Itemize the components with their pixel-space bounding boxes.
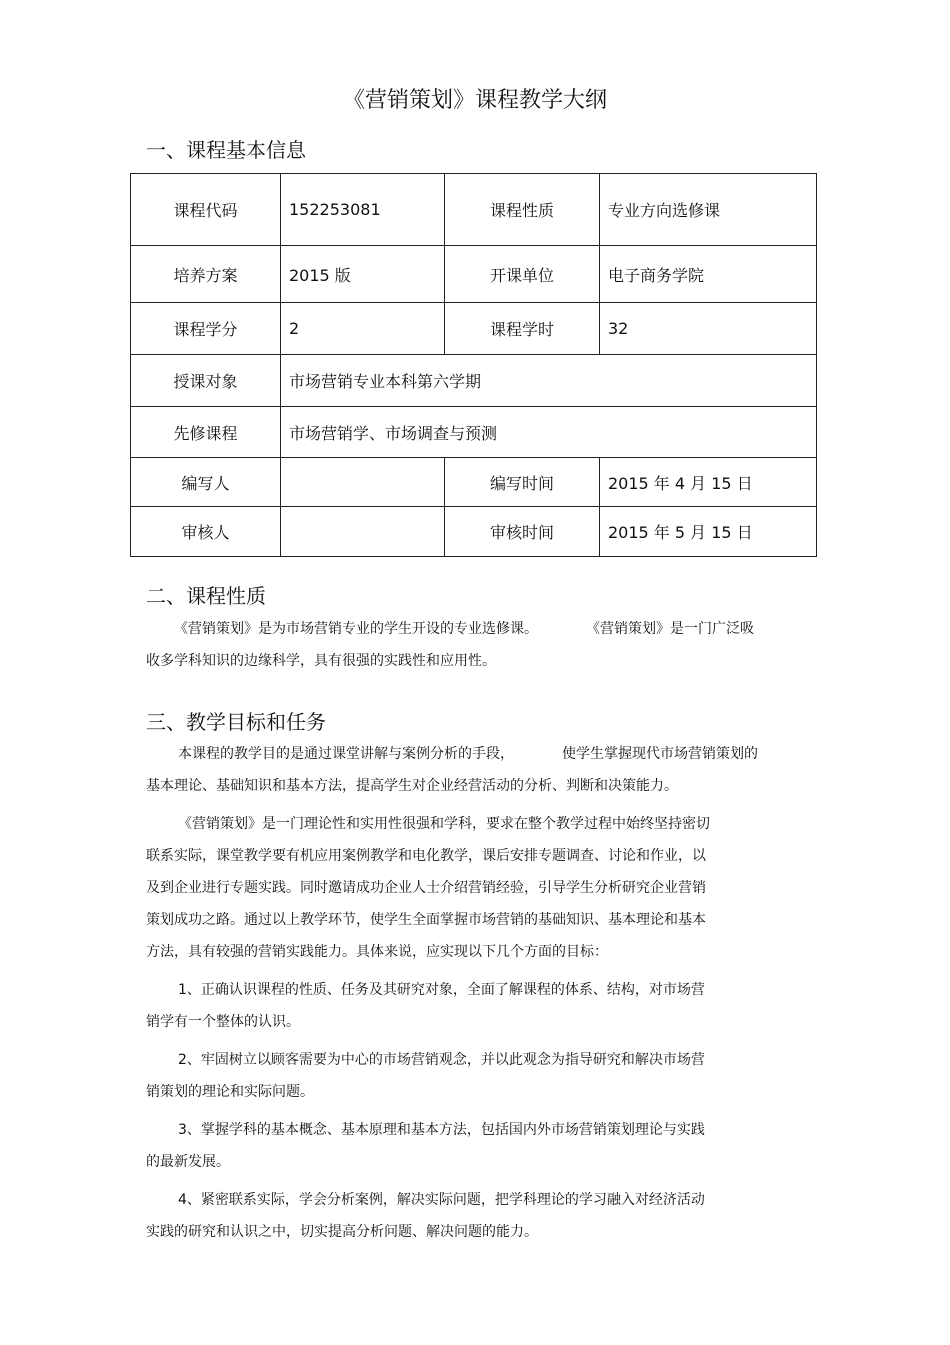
table-row — [131, 174, 817, 246]
plan-value: 2015 版 — [281, 246, 445, 303]
dept-value: 电子商务学院 — [600, 246, 817, 303]
audience-label: 授课对象 — [131, 355, 281, 407]
goal-item-2-cont: 销策划的理论和实际问题。 — [146, 1084, 314, 1100]
plan-label: 培养方案 — [131, 246, 281, 303]
page-title: 《营销策划》课程教学大纲 — [342, 88, 607, 113]
review-time-label: 审核时间 — [445, 507, 600, 557]
course-nature-paragraph — [146, 613, 806, 677]
table-row — [131, 507, 817, 557]
goals-text-line: 策划成功之路。通过以上教学环节，使学生全面掌握市场营销的基础知识、基本理论和基本 — [146, 912, 706, 928]
dept-label: 开课单位 — [445, 246, 600, 303]
nature-text-line: 《营销策划》是一门广泛吸 — [586, 621, 754, 637]
prereq-value: 市场营销学、市场调查与预测 — [281, 407, 817, 458]
course-nature-value: 专业方向选修课 — [600, 174, 817, 246]
table-row — [131, 458, 817, 507]
goal-item-2: 2、牢固树立以顾客需要为中心的市场营销观念，并以此观念为指导研究和解决市场营 — [178, 1052, 705, 1068]
table-row — [131, 246, 817, 303]
goals-text-line: 及到企业进行专题实践。同时邀请成功企业人士介绍营销经验，引导学生分析研究企业营销 — [146, 880, 706, 896]
goals-text-line: 联系实际，课堂教学要有机应用案例教学和电化教学，课后安排专题调查、讨论和作业，以 — [146, 848, 706, 864]
write-time-value: 2015 年 4 月 15 日 — [600, 458, 817, 507]
credit-value: 2 — [281, 303, 445, 355]
goal-item-1: 1、正确认识课程的性质、任务及其研究对象，全面了解课程的体系、结构，对市场营 — [178, 982, 705, 998]
reviewer-label: 审核人 — [131, 507, 281, 557]
table-row — [131, 407, 817, 458]
writer-value — [281, 458, 445, 507]
prereq-label: 先修课程 — [131, 407, 281, 458]
goal-item-4: 4、紧密联系实际，学会分析案例，解决实际问题，把学科理论的学习融入对经济活动 — [178, 1192, 705, 1208]
goal-item-4-cont: 实践的研究和认识之中，切实提高分析问题、解决问题的能力。 — [146, 1224, 538, 1240]
write-time-label: 编写时间 — [445, 458, 600, 507]
goals-text-line: 方法，具有较强的营销实践能力。具体来说，应实现以下几个方面的目标： — [146, 944, 608, 960]
course-code-label: 课程代码 — [131, 174, 281, 246]
audience-value: 市场营销专业本科第六学期 — [281, 355, 817, 407]
reviewer-value — [281, 507, 445, 557]
section-heading-course-nature: 二、课程性质 — [146, 584, 266, 608]
nature-text-line: 收多学科知识的边缘科学，具有很强的实践性和应用性。 — [146, 653, 496, 669]
writer-label: 编写人 — [131, 458, 281, 507]
course-code-value: 152253081 — [281, 174, 445, 246]
section-heading-goals: 三、教学目标和任务 — [146, 710, 326, 734]
table-row — [131, 303, 817, 355]
credit-label: 课程学分 — [131, 303, 281, 355]
goals-text-line: 使学生掌握现代市场营销策划的 — [562, 746, 758, 762]
nature-text-line: 《营销策划》是为市场营销专业的学生开设的专业选修课。 — [174, 621, 538, 637]
goals-text-line: 《营销策划》是一门理论性和实用性很强和学科，要求在整个教学过程中始终坚持密切 — [178, 816, 710, 832]
course-nature-label: 课程性质 — [445, 174, 600, 246]
hours-value: 32 — [600, 303, 817, 355]
review-time-value: 2015 年 5 月 15 日 — [600, 507, 817, 557]
goals-text-line: 基本理论、基础知识和基本方法，提高学生对企业经营活动的分析、判断和决策能力。 — [146, 778, 678, 794]
hours-label: 课程学时 — [445, 303, 600, 355]
section-heading-basic-info: 一、课程基本信息 — [146, 138, 306, 162]
table-row — [131, 355, 817, 407]
goals-text-line: 本课程的教学目的是通过课堂讲解与案例分析的手段， — [178, 746, 514, 762]
course-info-table — [130, 173, 817, 557]
goal-item-3-cont: 的最新发展。 — [146, 1154, 230, 1170]
goals-content — [146, 738, 806, 1248]
goal-item-1-cont: 销学有一个整体的认识。 — [146, 1014, 300, 1030]
goal-item-3: 3、掌握学科的基本概念、基本原理和基本方法，包括国内外市场营销策划理论与实践 — [178, 1122, 705, 1138]
